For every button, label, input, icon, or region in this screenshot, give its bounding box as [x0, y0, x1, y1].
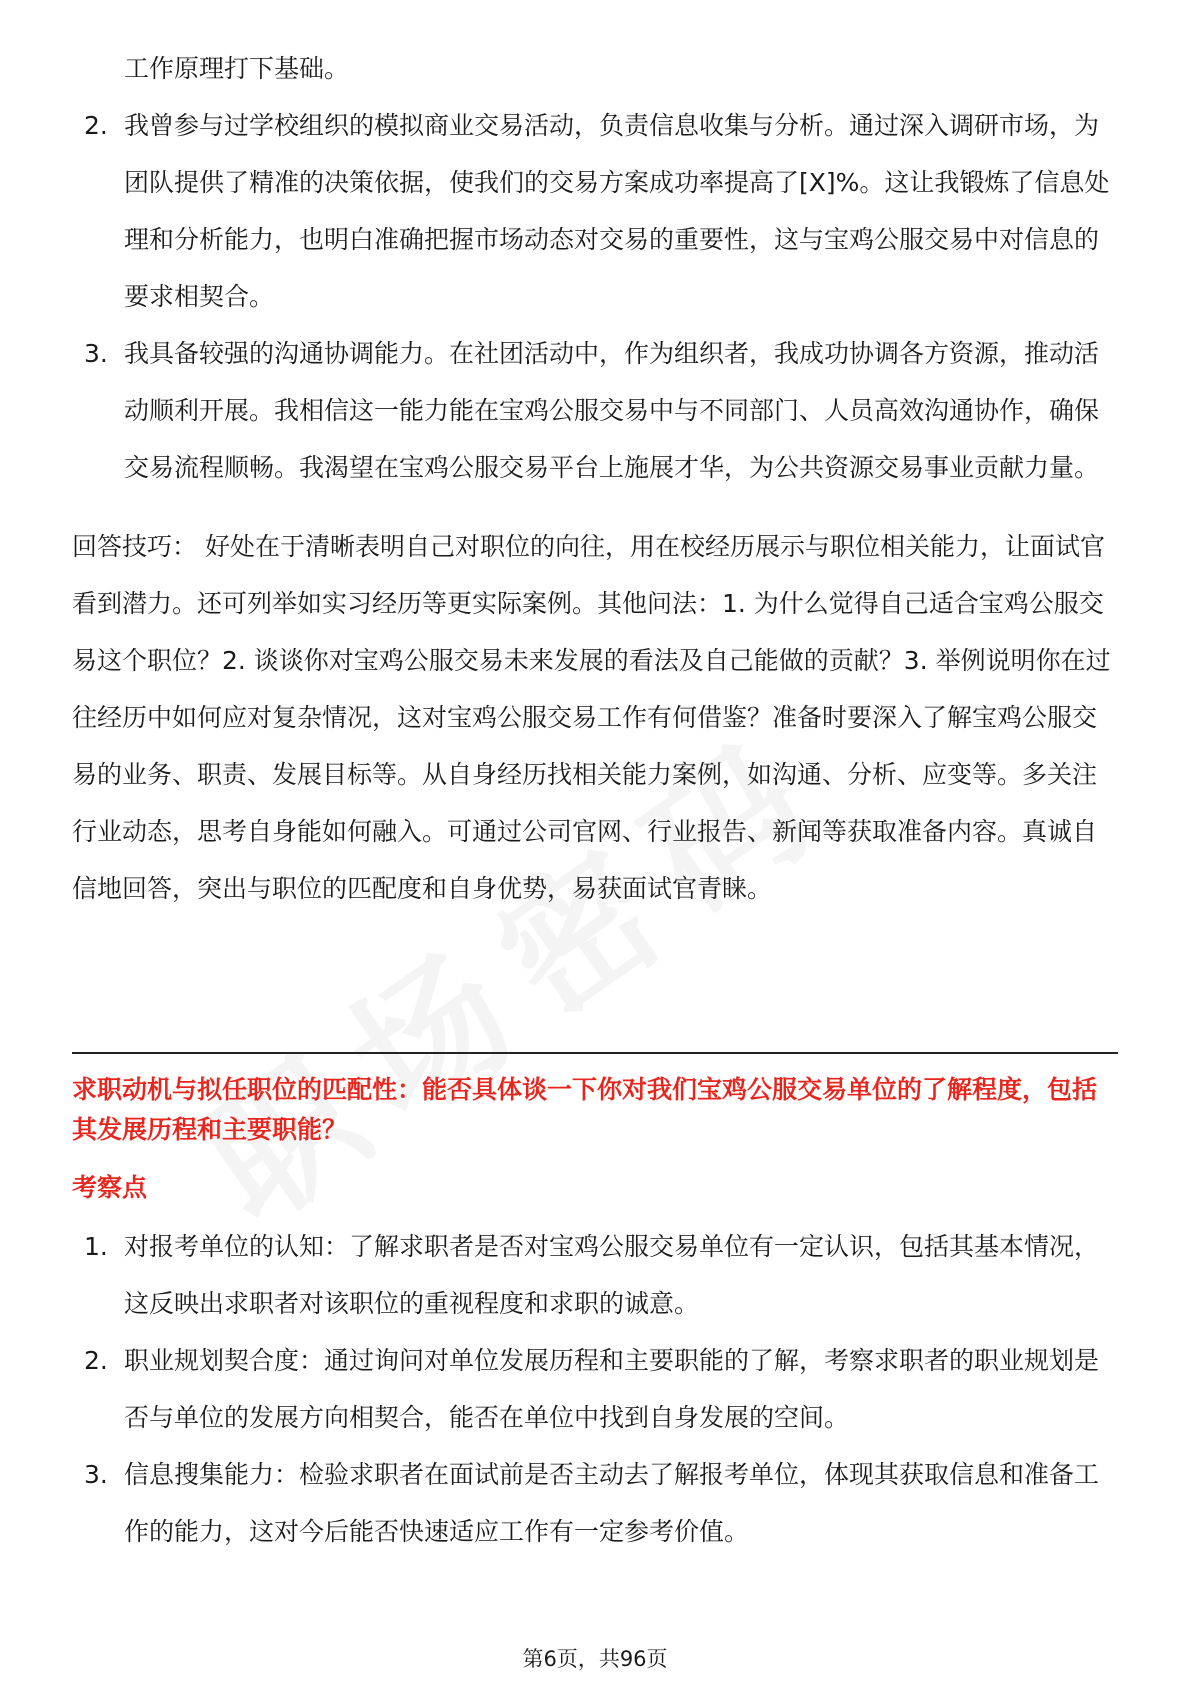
answer-tips: 回答技巧： 好处在于清晰表明自己对职位的向往，用在校经历展示与职位相关能力，让面试官看到潜力。还可列举如实习经历等更实际案例。其他问法：1. 为什么觉得自己适合宝鸡公服交易这个职位？2. 谈谈你对宝鸡公服交易未来发展的看法及自己能做的贡献？3. 举例说明你在过往经历中如何应对复杂情况，这对宝鸡公服交易工作有何借鉴？准备时要深入了解宝鸡公服交易的业务、职责、发展目标等。从自身经历找相关能力案例，如沟通、分析、应变等。多关注行业动态，思考自身能如何融入。可通过公司官网、行业报告、新闻等获取准备内容。真诚自信地回答，突出与职位的匹配度和自身优势，易获面试官青睐。 [72, 532, 1111, 903]
list-number: 1. [84, 1232, 108, 1261]
question-section [72, 1070, 1118, 1560]
list-number: 3. [84, 1460, 108, 1489]
list-text: 对报考单位的认知：了解求职者是否对宝鸡公服交易单位有一定认识，包括其基本情况，这反映出求职者对该职位的重视程度和求职的诚意。 [124, 1232, 1100, 1318]
subheading: 考察点 [72, 1173, 148, 1202]
top-list [72, 97, 1118, 496]
list-text: 我具备较强的沟通协调能力。在社团活动中，作为组织者，我成功协调各方资源，推动活动顺利开展。我相信这一能力能在宝鸡公服交易中与不同部门、人员高效沟通协作，确保交易流程顺畅。我渴望在宝鸡公服交易平台上施展才华，为公共资源交易事业贡献力量。 [124, 339, 1100, 482]
list-text: 信息搜集能力：检验求职者在面试前是否主动去了解报考单位，体现其获取信息和准备工作的能力，这对今后能否快速适应工作有一定参考价值。 [124, 1460, 1100, 1546]
continued-text: 工作原理打下基础。 [124, 54, 350, 83]
section-divider [72, 1052, 1118, 1054]
list-item [72, 1446, 1118, 1560]
list-item [72, 325, 1118, 496]
list-item [72, 1218, 1118, 1332]
list-number: 3. [84, 339, 108, 368]
list-item [72, 1332, 1118, 1446]
page-number: 第6页，共96页 [522, 1647, 668, 1671]
list-number: 2. [84, 1346, 108, 1375]
list-number: 2. [84, 111, 108, 140]
main-content [72, 40, 1118, 917]
points-list [72, 1218, 1118, 1560]
question-title: 求职动机与拟任职位的匹配性：能否具体谈一下你对我们宝鸡公服交易单位的了解程度，包括其发展历程和主要职能？ [72, 1075, 1098, 1144]
list-text: 我曾参与过学校组织的模拟商业交易活动，负责信息收集与分析。通过深入调研市场，为团队提供了精准的决策依据，使我们的交易方案成功率提高了[X]%。这让我锻炼了信息处理和分析能力，也明白准确把握市场动态对交易的重要性，这与宝鸡公服交易中对信息的要求相契合。 [124, 111, 1110, 311]
list-text: 职业规划契合度：通过询问对单位发展历程和主要职能的了解，考察求职者的职业规划是否与单位的发展方向相契合，能否在单位中找到自身发展的空间。 [124, 1346, 1100, 1432]
list-item [72, 97, 1118, 325]
